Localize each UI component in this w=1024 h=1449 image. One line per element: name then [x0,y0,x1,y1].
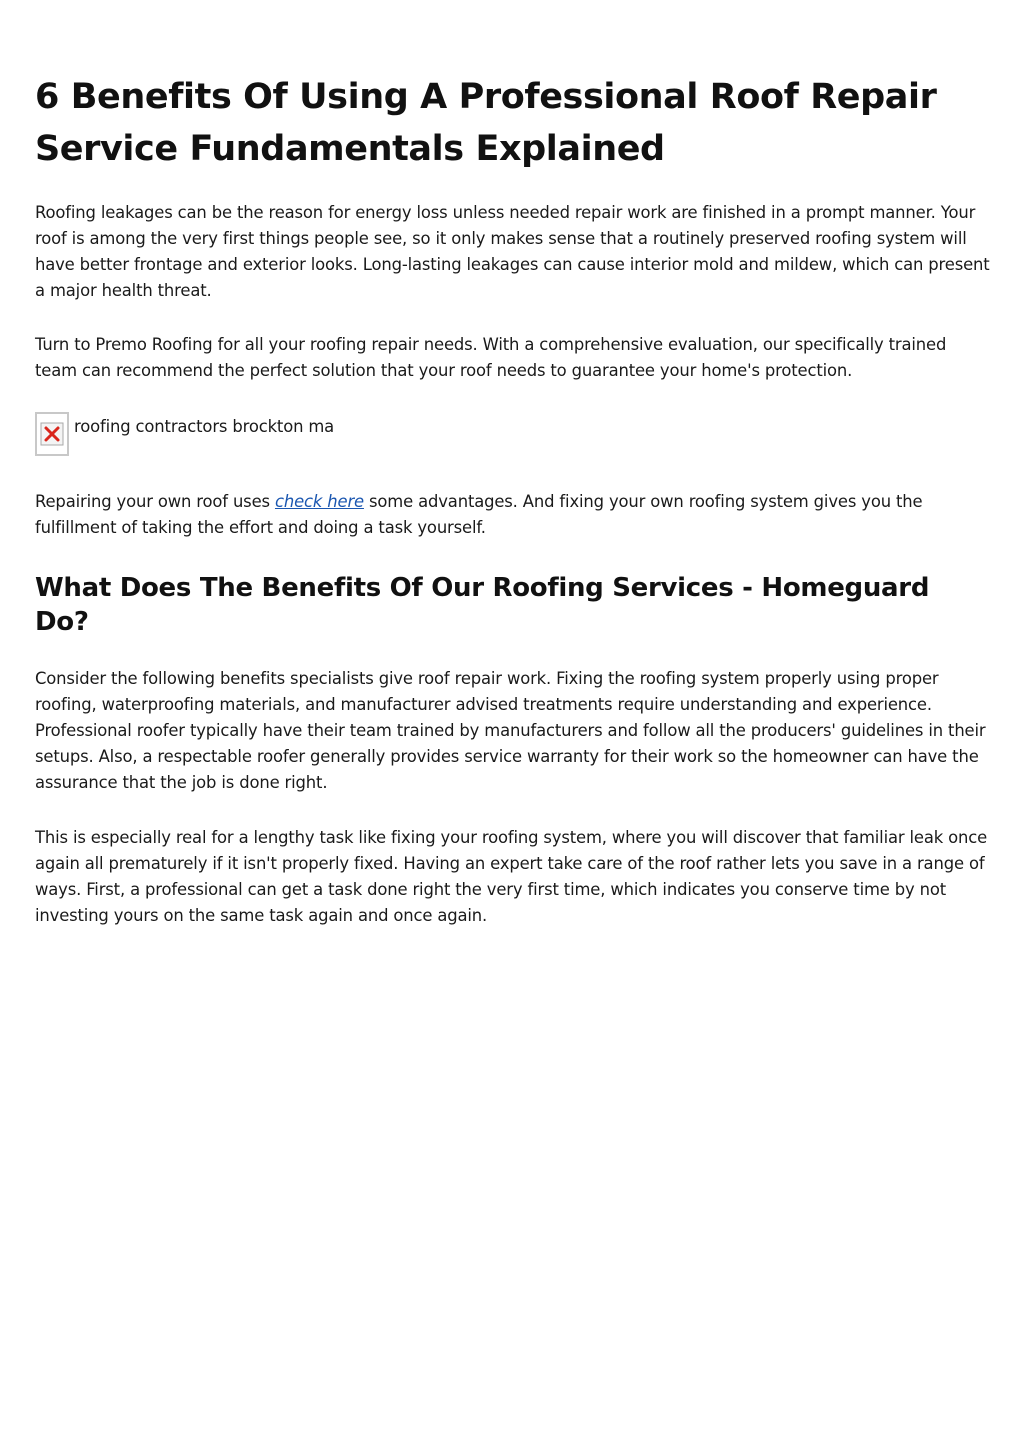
paragraph-premo: Turn to Premo Roofing for all your roofing repair needs. With a comprehensive evaluation, our specifically trained team can recommend the perfect solution that your roof needs to guarantee your home's protection. [35,335,947,380]
broken-image-figure [35,412,990,460]
paragraph-lengthy-task: This is especially real for a lengthy task like fixing your roofing system, where you will discover that familiar leak once again all prematurely if it isn't properly fixed. Having an expert take care of the roof rather lets you save in a range of ways. First, a professional can get a task done right the very first time, which indicates you conserve time by not investing yours on the same task again and once again. [35,828,988,925]
article [35,0,990,929]
paragraph-repairing-start: Repairing your own roof uses [35,492,275,511]
check-here-link[interactable]: check here [274,492,364,511]
broken-image-x-icon [40,417,66,451]
image-alt-text: roofing contractors brockton ma [74,417,335,436]
paragraph-repairing-end: some advantages. And fixing your own roofing system gives you the fulfillment of taking the effort and doing a task yourself. [35,492,923,537]
paragraph-intro: Roofing leakages can be the reason for energy loss unless needed repair work are finished in a prompt manner. Your roof is among the very first things people see, so it only makes sense that a routinely preserved roofing system will have better frontage and exterior looks. Long-lasting leakages can cause interior mold and mildew, which can present a major health threat. [35,203,990,300]
broken-image-icon [35,412,69,456]
section-heading: What Does The Benefits Of Our Roofing Services - Homeguard Do? [35,573,930,637]
article-title: 6 Benefits Of Using A Professional Roof Repair Service Fundamentals Explained [35,77,937,169]
paragraph-benefits: Consider the following benefits specialists give roof repair work. Fixing the roofing system properly using proper roofing, waterproofing materials, and manufacturer advised treatments require understanding and experience. Professional roofer typically have their team trained by manufacturers and follow all the producers' guidelines in their setups. Also, a respectable roofer generally provides service warranty for their work so the homeowner can have the assurance that the job is done right. [35,669,986,792]
paragraph-repairing [35,489,990,541]
